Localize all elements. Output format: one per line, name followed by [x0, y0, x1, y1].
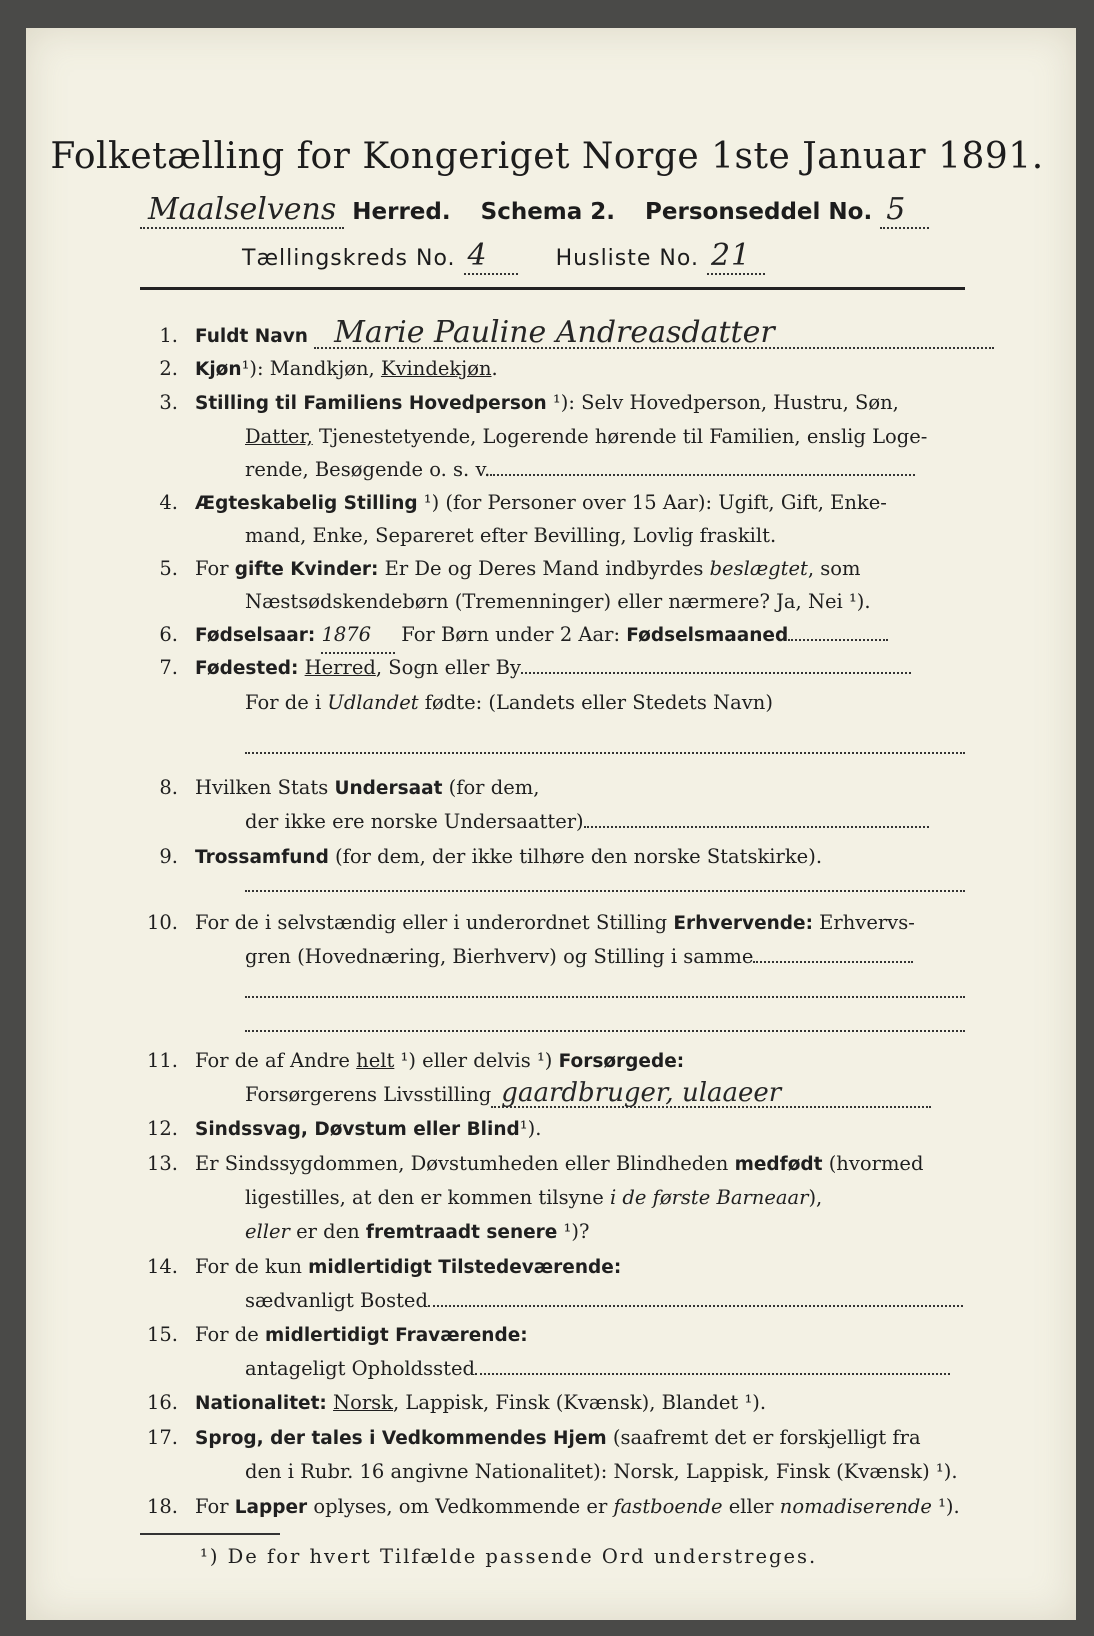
field-text: For de af Andre	[195, 1049, 357, 1072]
field-text: For	[195, 557, 235, 580]
field-text: i de første Barneaar	[609, 1186, 809, 1209]
field-number: 12.	[146, 1117, 178, 1140]
kreds-label: Tællingskreds No.	[242, 246, 456, 271]
field-text: Forsørgerens Livsstilling	[245, 1083, 492, 1106]
field-number: 13.	[146, 1152, 178, 1175]
field-text: , som	[807, 557, 861, 580]
field-text: nomadiserende	[779, 1495, 932, 1518]
field-text: Næstsødskendebørn (Tremenninger) eller nærmere? Ja, Nei ¹).	[245, 590, 871, 613]
field-text: For de i	[245, 691, 328, 714]
field-label: Fuldt Navn	[195, 326, 308, 347]
field-number: 1.	[159, 324, 178, 347]
herred-value: Maalselvens	[140, 192, 344, 229]
dotted-fill	[521, 672, 911, 674]
birth-year-value: 1876	[321, 618, 395, 654]
field-text: fastboende	[613, 1495, 723, 1518]
field-text: ),	[808, 1186, 823, 1209]
field-number: 2.	[159, 357, 178, 380]
field-text: antageligt Opholdssted	[245, 1357, 476, 1380]
field-label: Trossamfund	[195, 847, 329, 868]
field-label: fremtraadt senere	[365, 1222, 558, 1243]
field-number: 4.	[159, 491, 178, 514]
selected-option: helt	[356, 1049, 395, 1072]
husliste-value: 21	[707, 238, 765, 275]
field-text: (hvormed	[822, 1152, 924, 1175]
field-number: 17.	[146, 1426, 178, 1449]
field-number: 15.	[146, 1323, 178, 1346]
field-number: 6.	[159, 623, 178, 646]
field-text: (for dem, der ikke tilhøre den norske Statskirke).	[328, 845, 823, 868]
field-number: 5.	[159, 557, 178, 580]
field-text: (saafremt det er forskjelligt fra	[606, 1426, 921, 1449]
selected-option: Norsk	[333, 1391, 393, 1414]
dotted-line	[245, 1030, 965, 1032]
field-number: 3.	[159, 391, 178, 414]
field-label: Fødselsaar:	[195, 625, 316, 646]
herred-line	[140, 192, 929, 229]
header-rule	[140, 287, 965, 290]
field-number: 14.	[146, 1255, 178, 1278]
field-number: 16.	[146, 1391, 178, 1414]
field-text: Hvilken Stats	[195, 776, 335, 799]
field-label: Sprog, der tales i Vedkommendes Hjem	[195, 1428, 607, 1449]
dotted-fill	[753, 961, 913, 963]
field-label: Fødested:	[195, 658, 299, 679]
field-text: ligestilles, at den er kommen tilsyne	[245, 1186, 610, 1209]
selected-option: Herred	[304, 656, 376, 679]
field-text: ¹)?	[557, 1220, 590, 1243]
field-label: Undersaat	[334, 778, 443, 799]
dotted-line	[245, 752, 965, 754]
field-label: Nationalitet:	[195, 1393, 327, 1414]
husliste-label: Husliste No.	[555, 246, 699, 271]
selected-option: Kvindekjøn	[380, 357, 492, 380]
field-label: medfødt	[734, 1154, 823, 1175]
field-text: eller	[722, 1495, 780, 1518]
kreds-value: 4	[464, 238, 518, 275]
field-text: ¹).	[519, 1117, 542, 1140]
field-label: Fødselsmaaned	[626, 625, 789, 646]
field-text: Er Sindssygdommen, Døvstumheden eller Blindheden	[195, 1152, 735, 1175]
footnote: ¹) De for hvert Tilfælde passende Ord understreges.	[200, 1545, 818, 1568]
field-label: Sindssvag, Døvstum eller Blind	[195, 1119, 520, 1140]
field-text: (for dem,	[442, 776, 540, 799]
field-label: Ægteskabelig Stilling	[195, 493, 418, 514]
field-text: gren (Hovednæring, Bierhverv) og Stilling i samme	[245, 945, 754, 968]
field-text: Tjenestetyende, Logerende hørende til Familien, enslig Loge-	[312, 425, 928, 448]
field-number: 10.	[146, 911, 178, 934]
footnote-rule	[140, 1533, 280, 1535]
field-label: Stilling til Familiens Hovedperson	[195, 393, 547, 414]
field-text: Er De og Deres Mand indbyrdes	[378, 557, 710, 580]
field-text: Udlandet	[327, 691, 419, 714]
dotted-line	[245, 890, 965, 892]
field-text: eller	[245, 1220, 290, 1243]
field-text: oplyses, om Vedkommende er	[307, 1495, 614, 1518]
kreds-line	[242, 238, 765, 275]
field-label: midlertidigt Fraværende:	[264, 1325, 528, 1346]
field-text: ¹) (for Personer over 15 Aar): Ugift, Gift, Enke-	[417, 491, 887, 514]
field-text: For de i selvstændig eller i underordnet Stilling	[195, 911, 674, 934]
name-value: Marie Pauline Andreasdatter	[314, 319, 994, 349]
field-text: rende, Besøgende o. s. v.	[245, 458, 491, 481]
field-number: 8.	[159, 776, 178, 799]
herred-label: Herred.	[352, 199, 451, 225]
form-title: Folketælling for Kongeriget Norge 1ste Januar 1891.	[50, 136, 1044, 177]
field-label: midlertidigt Tilstedeværende:	[308, 1257, 622, 1278]
field-text: ¹).	[931, 1495, 960, 1518]
field-text: der ikke ere norske Undersaatter)	[245, 810, 584, 833]
dotted-fill	[490, 474, 915, 476]
field-text: ¹) eller delvis ¹)	[394, 1049, 559, 1072]
field-text: Erhvervs-	[812, 911, 915, 934]
field-number: 7.	[159, 656, 178, 679]
schema-label: Schema 2.	[480, 199, 616, 225]
field-number: 9.	[159, 845, 178, 868]
selected-option: Datter,	[245, 425, 313, 448]
dotted-fill	[788, 639, 888, 641]
field-label: Kjøn	[195, 359, 242, 380]
field-number: 11.	[146, 1049, 178, 1072]
field-label: Lapper	[234, 1497, 308, 1518]
dotted-fill	[428, 1305, 963, 1307]
field-text: ¹): Selv Hovedperson, Hustru, Søn,	[546, 391, 899, 414]
provider-occupation-value: gaardbruger, ulaaeer	[491, 1080, 931, 1108]
field-label: gifte Kvinder:	[234, 559, 379, 580]
dotted-fill	[475, 1373, 950, 1375]
dotted-fill	[584, 826, 929, 828]
field-text: , Lappisk, Finsk (Kvænsk), Blandet ¹).	[393, 1391, 767, 1414]
field-text: beslægtet	[709, 557, 808, 580]
field-text: For Børn under 2 Aar:	[401, 623, 627, 646]
field-text: er den	[289, 1220, 366, 1243]
personseddel-label: Personseddel No.	[645, 199, 873, 225]
field-label: Erhvervende:	[673, 913, 813, 934]
field-label: Forsørgede:	[558, 1051, 685, 1072]
field-text: ¹): Mandkjøn,	[241, 357, 381, 380]
field-text: , Sogn eller By	[375, 656, 522, 679]
dotted-line	[245, 996, 965, 998]
field-text: .	[491, 357, 498, 380]
field-text: For	[195, 1495, 235, 1518]
field-text: For de	[195, 1323, 265, 1346]
field-text: den i Rubr. 16 angivne Nationalitet): Norsk, Lappisk, Finsk (Kvænsk) ¹).	[245, 1460, 958, 1483]
field-text: fødte: (Landets eller Stedets Navn)	[418, 691, 773, 714]
field-text: mand, Enke, Separeret efter Bevilling, Lovlig fraskilt.	[245, 524, 777, 547]
field-number: 18.	[146, 1495, 178, 1518]
personseddel-value: 5	[880, 192, 929, 229]
field-text: sædvanligt Bosted	[245, 1289, 428, 1312]
field-text: For de kun	[195, 1255, 309, 1278]
